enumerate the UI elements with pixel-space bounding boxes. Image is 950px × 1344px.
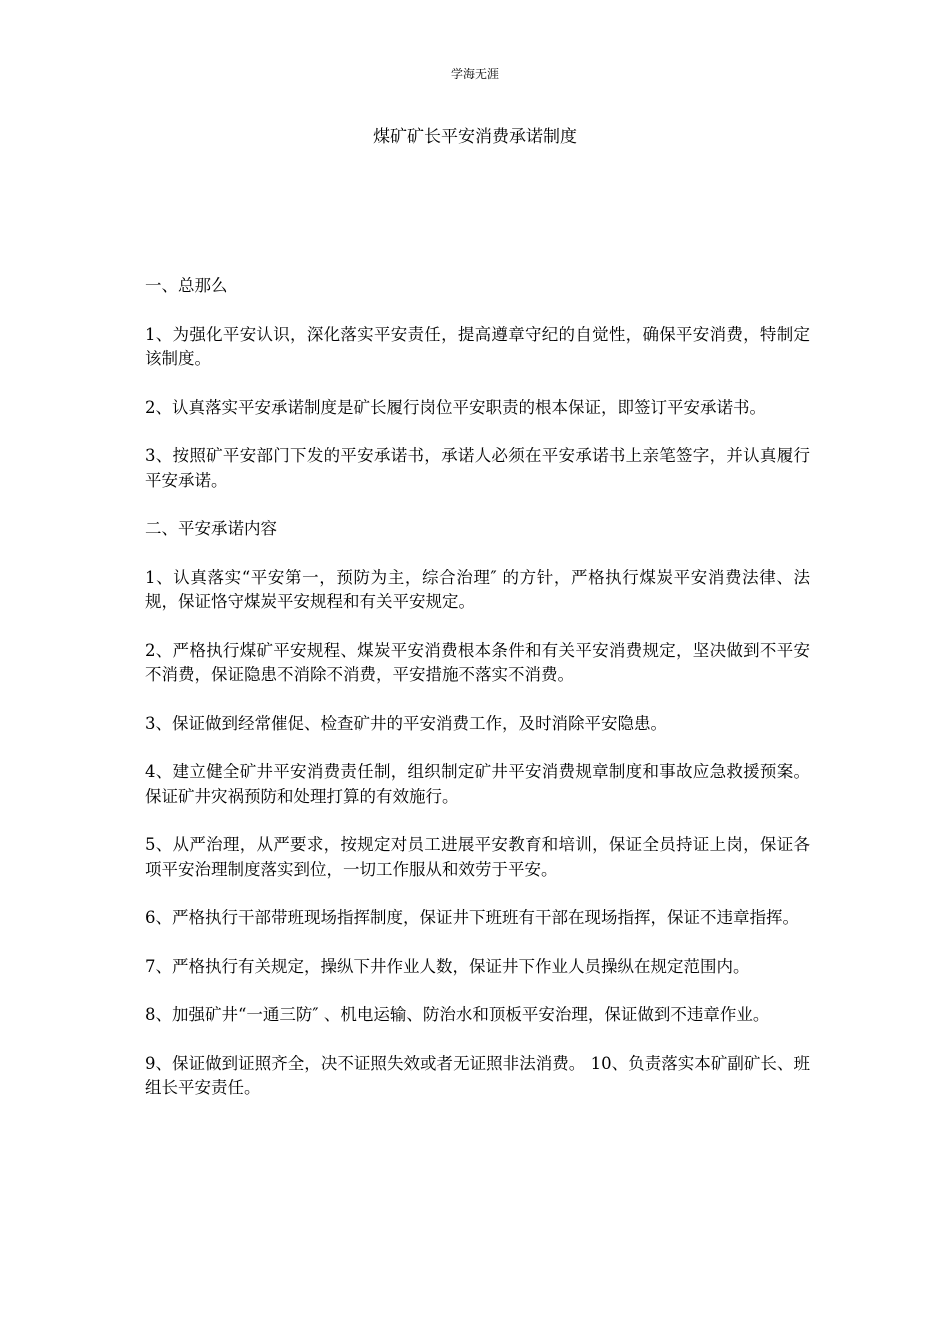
section-heading-commitments: 二、平安承诺内容 bbox=[145, 519, 277, 538]
paragraph: 8、加强矿井“一通三防″ 、机电运输、防治水和顶板平安治理，保证做到不违章作业。 bbox=[145, 1005, 770, 1024]
paragraph: 3、按照矿平安部门下发的平安承诺书，承诺人必须在平安承诺书上亲笔签字，并认真履行平安承诺。 bbox=[145, 446, 810, 490]
paragraph: 9、保证做到证照齐全，决不证照失效或者无证照非法消费。 10、负责落实本矿副矿长、班组长平安责任。 bbox=[145, 1053, 810, 1097]
page-header: 学海无涯 bbox=[450, 67, 499, 81]
document-body bbox=[145, 274, 810, 1125]
paragraph: 1、为强化平安认识，深化落实平安责任，提高遵章守纪的自觉性，确保平安消费，特制定该制度。 bbox=[145, 324, 810, 368]
section-heading-general: 一、总那么 bbox=[145, 276, 228, 295]
paragraph: 7、严格执行有关规定，操纵下井作业人数，保证井下作业人员操纵在规定范围内。 bbox=[145, 956, 750, 976]
paragraph: 1、认真落实“平安第一，预防为主，综合治理″ 的方针，严格执行煤炭平安消费法律、法规，保证恪守煤炭平安规程和有关平安规定。 bbox=[145, 567, 810, 611]
paragraph: 2、严格执行煤矿平安规程、煤炭平安消费根本条件和有关平安消费规定，坚决做到不平安不消费，保证隐患不消除不消费，平安措施不落实不消费。 bbox=[145, 640, 810, 684]
document-title: 煤矿矿长平安消费承诺制度 bbox=[373, 127, 577, 147]
paragraph: 4、建立健全矿井平安消费责任制，组织制定矿井平安消费规章制度和事故应急救援预案。保证矿井灾祸预防和处理打算的有效施行。 bbox=[145, 762, 810, 806]
paragraph: 5、从严治理，从严要求，按规定对员工进展平安教育和培训，保证全员持证上岗，保证各项平安治理制度落实到位，一切工作服从和效劳于平安。 bbox=[145, 835, 810, 879]
paragraph: 3、保证做到经常催促、检查矿井的平安消费工作，及时消除平安隐患。 bbox=[145, 713, 667, 733]
paragraph: 2、认真落实平安承诺制度是矿长履行岗位平安职责的根本保证，即签订平安承诺书。 bbox=[145, 397, 766, 417]
paragraph: 6、严格执行干部带班现场指挥制度，保证井下班班有干部在现场指挥，保证不违章指挥。 bbox=[145, 908, 799, 927]
